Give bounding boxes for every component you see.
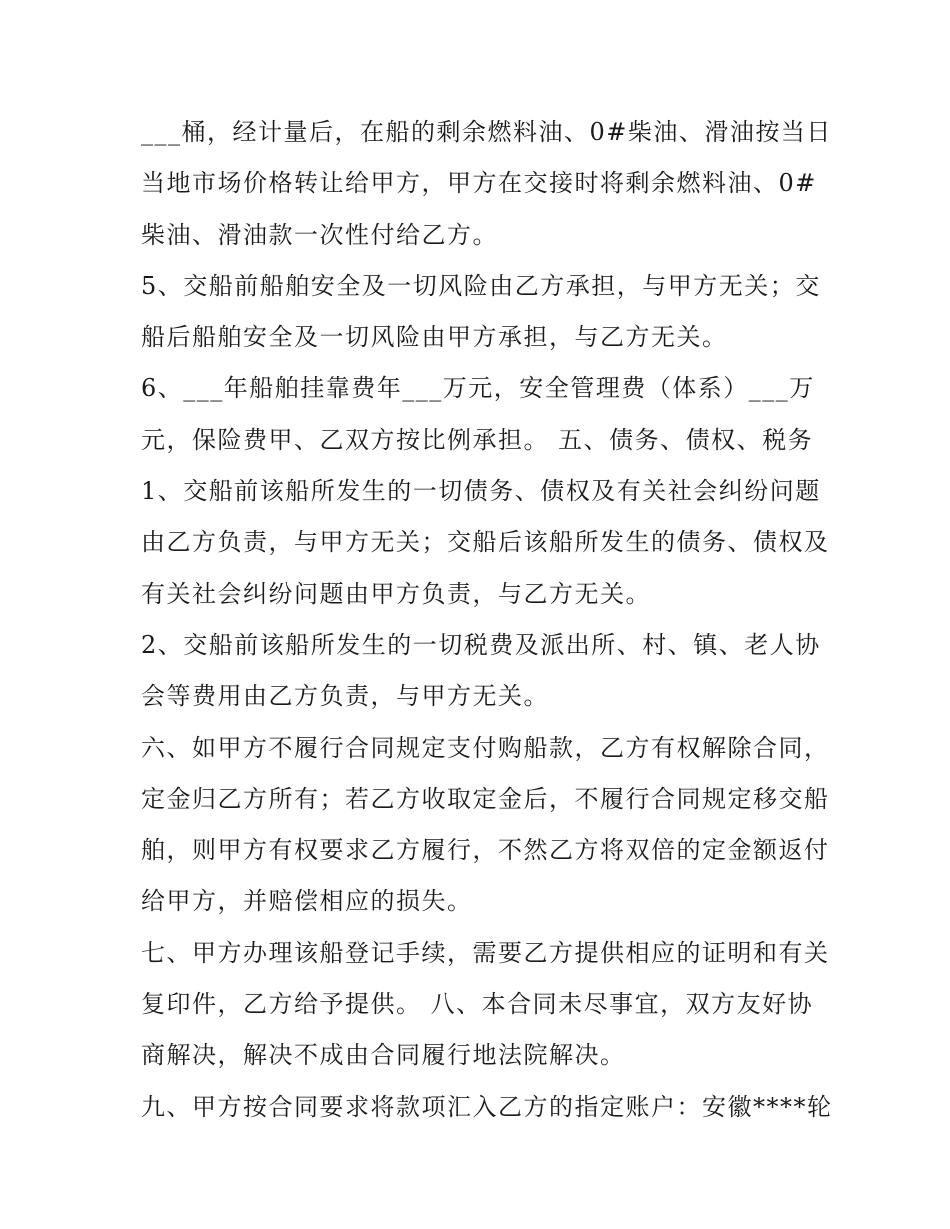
text-line: 定金归乙方所有；若乙方收取定金后，不履行合同规定移交船 bbox=[141, 784, 830, 813]
text-line: ___桶，经计量后，在船的剩余燃料油、0#柴油、滑油按当日 bbox=[141, 118, 832, 146]
text-line: 6、___年船舶挂靠费年___万元，安全管理费（体系）___万 bbox=[141, 374, 815, 403]
text-line: 当地市场价格转让给甲方，甲方在交接时将剩余燃料油、0# bbox=[141, 169, 817, 198]
text-line: 商解决，解决不成由合同履行地法院解决。 bbox=[141, 1041, 626, 1070]
text-line: 船后船舶安全及一切风险由甲方承担，与乙方无关。 bbox=[141, 323, 728, 352]
text-line: 舶，则甲方有权要求乙方履行，不然乙方将双倍的定金额返付 bbox=[141, 836, 830, 865]
text-line: 七、甲方办理该船登记手续，需要乙方提供相应的证明和有关 bbox=[141, 938, 830, 967]
text-line: 5、交船前船舶安全及一切风险由乙方承担，与甲方无关；交 bbox=[141, 271, 821, 300]
text-line: 1、交船前该船所发生的一切债务、债权及有关社会纠纷问题 bbox=[141, 477, 821, 506]
text-line: 有关社会纠纷问题由甲方负责，与乙方无关。 bbox=[141, 579, 651, 608]
text-line: 2、交船前该船所发生的一切税费及派出所、村、镇、老人协 bbox=[141, 630, 821, 659]
text-line: 柴油、滑油款一次性付给乙方。 bbox=[141, 220, 498, 249]
text-line: 会等费用由乙方负责，与甲方无关。 bbox=[141, 682, 549, 711]
text-line: 九、甲方按合同要求将款项汇入乙方的指定账户：安徽****轮 bbox=[141, 1092, 833, 1121]
text-line: 由乙方负责，与甲方无关；交船后该船所发生的债务、债权及 bbox=[141, 528, 830, 557]
text-line: 元，保险费甲、乙双方按比例承担。 五、债务、债权、税务 bbox=[141, 425, 814, 454]
text-line: 给甲方，并赔偿相应的损失。 bbox=[141, 887, 473, 916]
text-line: 复印件，乙方给予提供。 八、本合同未尽事宜，双方友好协 bbox=[141, 990, 814, 1019]
contract-text bbox=[141, 107, 833, 1133]
text-line: 六、如甲方不履行合同规定支付购船款，乙方有权解除合同， bbox=[141, 733, 830, 762]
